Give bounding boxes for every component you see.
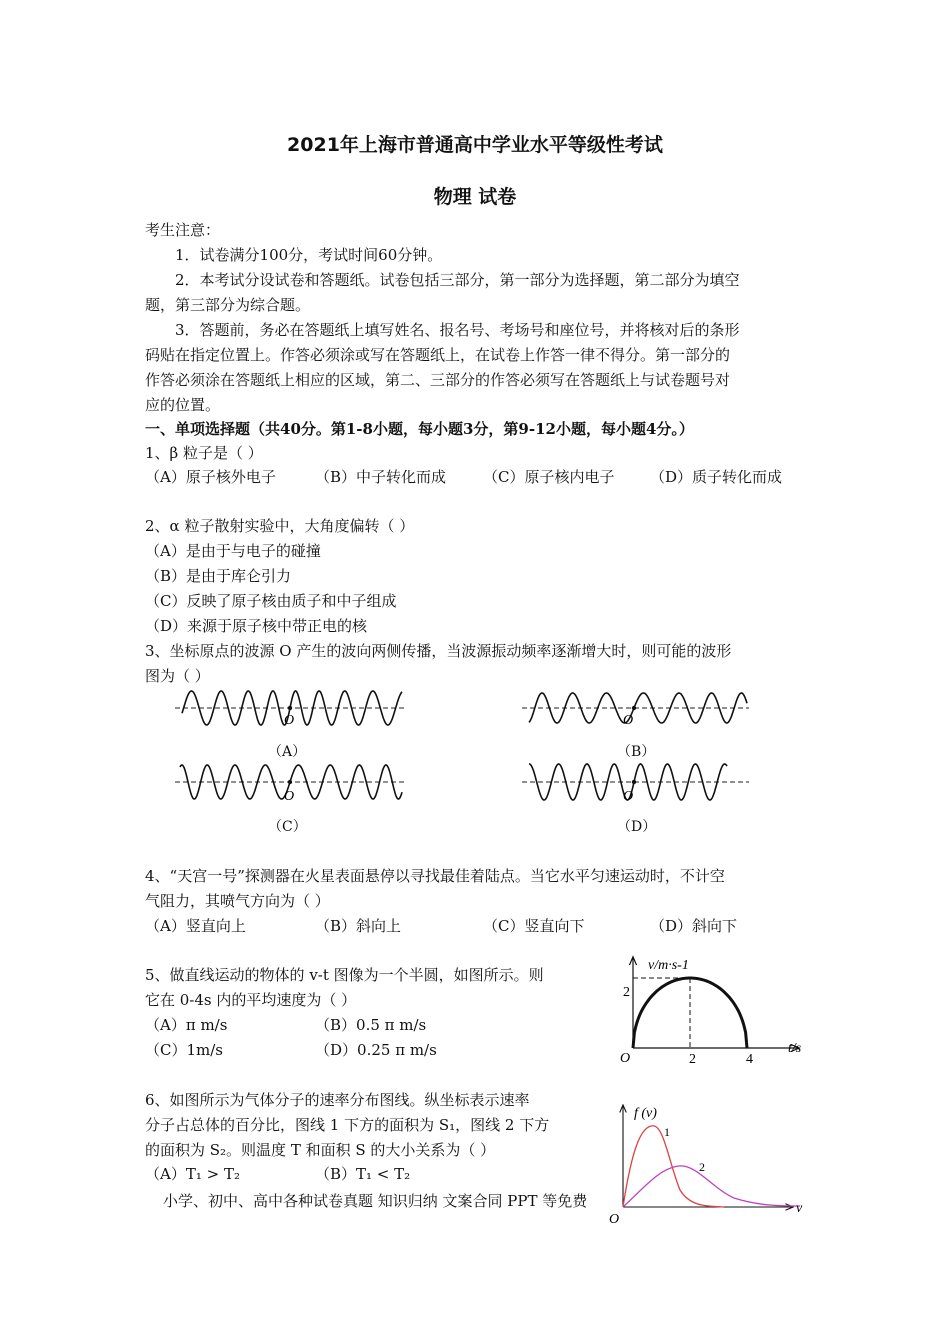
vt-ylabel: v/m·s-1 [648,958,689,973]
origin-label: O [284,713,295,728]
dist-origin: O [609,1212,620,1227]
q1-option-d: （D）质子转化而成 [650,468,783,486]
q4-option-b: （B）斜向上 [315,917,402,935]
footer-watermark: 小学、初中、高中各种试卷真题 知识归纳 文案合同 PPT 等免费 [163,1192,588,1210]
q1-option-a: （A）原子核外电子 [145,468,276,486]
origin-label: O [284,789,295,804]
vt-origin: O [620,1051,631,1066]
q5-option-b: （B）0.5 π m/s [315,1016,427,1034]
q2-stem: 2、α 粒子散射实验中，大角度偏转（ ） [145,517,415,535]
q1-stem: 1、β 粒子是（ ） [145,444,263,462]
wave-figure-d [517,760,757,812]
wave-figure-c [170,760,410,812]
vt-xtick-4: 4 [746,1052,753,1067]
q4-option-c: （C）竖直向下 [483,917,585,935]
dist-xlabel: v [796,1201,803,1216]
q5-option-a: （A）π m/s [145,1016,228,1034]
wave-figure-b [517,686,757,738]
q5-option-c: （C）1m/s [145,1041,223,1059]
vt-xlabel: t/s [788,1041,802,1056]
page-title: 2021年上海市普通高中学业水平等级性考试 [287,134,663,156]
origin-label: O [623,713,634,728]
notice-item-2: 2．本考试分设试卷和答题纸。试卷包括三部分，第一部分为选择题，第二部分为填空 [175,271,740,289]
q5-stem: 5、做直线运动的物体的 v-t 图像为一个半圆，如图所示。则 [145,966,544,984]
q3-stem-cont: 图为（ ） [145,667,210,685]
q6-stem-cont: 分子占总体的百分比，图线 1 下方的面积为 S₁，图线 2 下方 [145,1116,550,1134]
notice-item-1: 1．试卷满分100分，考试时间60分钟。 [175,246,443,264]
curve-2 [623,1166,800,1207]
notice-item-2-cont: 题，第三部分为综合题。 [145,296,311,314]
q5-stem-cont: 它在 0-4s 内的平均速度为（ ） [145,991,357,1009]
q6-option-a: （A）T₁ > T₂ [145,1165,240,1183]
q4-stem-cont: 气阻力，其喷气方向为（ ） [145,892,330,910]
notice-item-3-cont: 作答必须涂在答题纸上相应的区域，第二、三部分的作答必须写在答题纸上与试卷题号对 [145,371,731,389]
q1-option-c: （C）原子核内电子 [483,468,615,486]
notice-item-3-cont: 应的位置。 [145,396,221,414]
q4-stem: 4、“天宫一号”探测器在火星表面悬停以寻找最佳着陆点。当它水平匀速运动时，不计空 [145,867,725,885]
section-heading: 一、单项选择题（共40分。第1-8小题，每小题3分，第9-12小题，每小题4分。） [145,420,694,438]
dist-ylabel: f (v) [634,1106,657,1121]
q6-option-b: （B）T₁ < T₂ [315,1165,411,1183]
wave-label-c: （C） [268,819,307,835]
notice-item-3-cont: 码贴在指定位置上。作答必须涂或写在答题纸上，在试卷上作答一律不得分。第一部分的 [145,346,731,364]
wave-figure-a [170,686,410,738]
q2-option-c: （C）反映了原子核由质子和中子组成 [145,592,397,610]
origin-label: O [623,789,634,804]
speed-distribution-chart [604,1100,814,1230]
curve-1-label: 1 [664,1125,670,1139]
vt-chart [612,950,812,1072]
q2-option-a: （A）是由于与电子的碰撞 [145,542,321,560]
page-subtitle: 物理 试卷 [433,186,517,208]
vt-xtick-2: 2 [689,1052,696,1067]
q3-stem: 3、坐标原点的波源 O 产生的波向两侧传播，当波源振动频率逐渐增大时，则可能的波形 [145,642,732,660]
q4-option-a: （A）竖直向上 [145,917,246,935]
notice-heading: 考生注意： [145,221,221,239]
wave-label-a: （A） [268,744,307,760]
q4-option-d: （D）斜向下 [650,917,738,935]
q2-option-b: （B）是由于库仑引力 [145,567,292,585]
wave-label-b: （B） [617,744,656,760]
q1-option-b: （B）中子转化而成 [315,468,447,486]
q6-stem-cont: 的面积为 S₂。则温度 T 和面积 S 的大小关系为（ ） [145,1141,496,1159]
wave-label-d: （D） [617,819,657,835]
q2-option-d: （D）来源于原子核中带正电的核 [145,617,368,635]
q5-option-d: （D）0.25 π m/s [315,1041,437,1059]
q6-stem: 6、如图所示为气体分子的速率分布图线。纵坐标表示速率 [145,1091,530,1109]
vt-ytick-2: 2 [623,985,630,1000]
curve-2-label: 2 [699,1160,705,1174]
notice-item-3: 3．答题前，务必在答题纸上填写姓名、报名号、考场号和座位号，并将核对后的条形 [175,321,740,339]
